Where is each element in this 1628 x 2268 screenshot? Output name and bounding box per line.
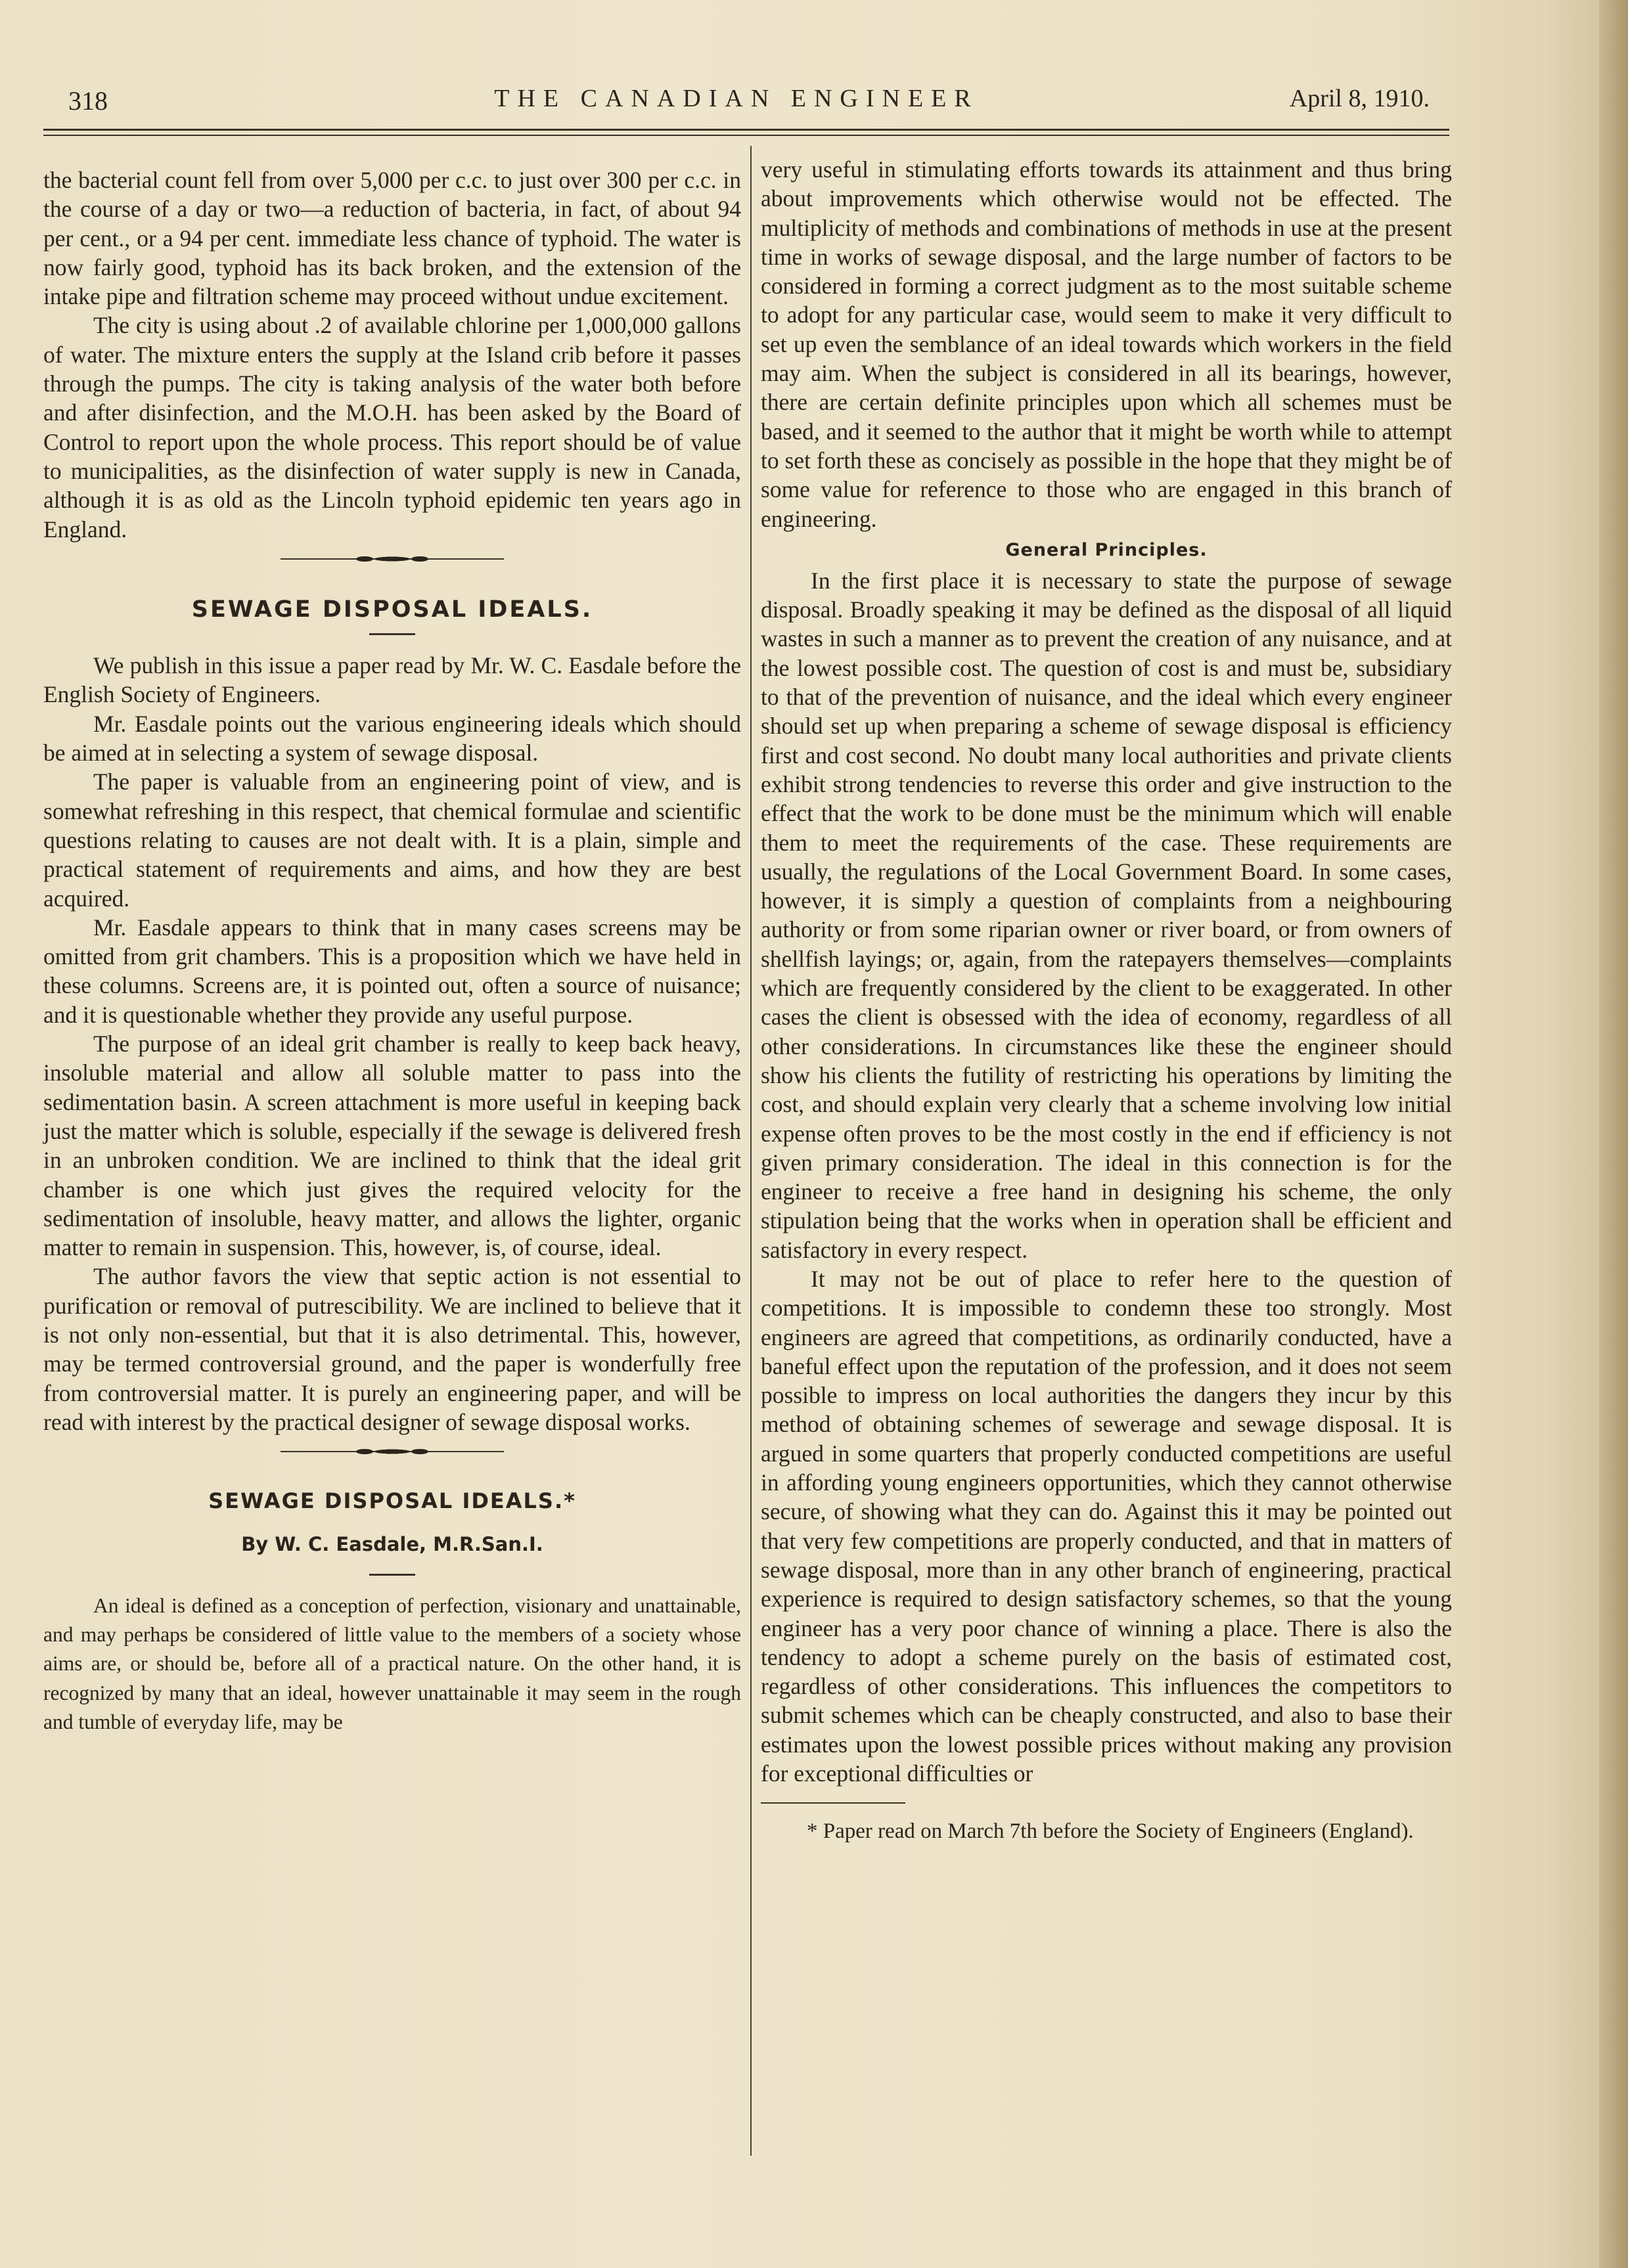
article-heading: SEWAGE DISPOSAL IDEALS.* <box>208 1488 576 1514</box>
body-paragraph: In the first place it is necessary to state the purpose of sewage disposal. Broadly speaking it may be defined as the disposal of all liquid wastes in such a manner as to prevent the creation of any nuisance, and at the lowest possible cost. The question of cost is and must be, subsidiary to that of the prevention of nuisance, and the ideal which every engineer should set up when preparing a scheme of sewage disposal is efficiency first and cost second. No doubt many local authorities and private clients exhibit strong tendencies to reverse this order and give instruction to the effect that the work to be done must be the minimum which will enable them to meet the requirements of the case. These requirements are usually, the regulations of the Local Government Board. In some cases, however, it is simply a question of complaints from a neighbouring authority or from some riparian owner or river board, or from owners of shellfish layings; or, again, from the ratepayers themselves—complaints which are frequently considered by the client to be exaggerated. In other cases the client is obsessed with the idea of economy, regardless of all other considerations. In circumstances like these the engineer should show his clients the futility of restricting his operations by limiting the cost, and should explain very clearly that a scheme involving low initial expense often proves to be the most costly in the end if efficiency is not given primary consideration. The ideal in this connection is for the engineer to receive a free hand in designing his scheme, the only stipulation being that the works when in operation shall be efficient and satisfactory in every respect. <box>761 567 1452 1263</box>
editorial-paragraph: Mr. Easdale appears to think that in many cases screens may be omitted from grit chambers. This is a proposition which we have held in these columns. Screens are, it is pointed out, often a source of nuisance; and it is questionable whether they provide any useful purpose. <box>43 914 741 1028</box>
editorial-paragraph: Mr. Easdale points out the various engineering ideals which should be aimed at in selecting a system of sewage disposal. <box>43 710 741 767</box>
section-ornament <box>281 1446 504 1457</box>
article-intro: An ideal is defined as a conception of perfection, visionary and unattainable, and may perhaps be considered of little value to the members of a society whose aims are, or should be, before all of a practical nature. On the other hand, it is recognized by many that an ideal, however unattainable it may seem in the rough and tumble of everyday life, may be <box>43 1593 741 1733</box>
body-paragraph: The city is using about .2 of available chlorine per 1,000,000 gallons of water. The mixture enters the supply at the Island crib before it passes through the pumps. The city is taking analysis of the water both before and after disinfection, and the M.O.H. has been asked by the Board of Control to report upon the whole process. This report should be of value to municipalities, as the disinfection of water supply is new in Canada, although it is as old as the Lincoln typhoid epidemic ten years ago in England. <box>43 312 741 543</box>
body-paragraph: the bacterial count fell from over 5,000 per c.c. to just over 300 per c.c. in the course of a day or two—a reduction of bacteria, in fact, of about 94 per cent., or a 94 per cent. immediate less chance of typhoid. The water is now fairly good, typhoid has its back broken, and the extension of the intake pipe and filtration scheme may proceed without undue excitement. <box>43 167 741 310</box>
header-rule <box>43 129 1449 131</box>
right-column <box>761 155 1452 1846</box>
subheading-general-principles: General Principles. <box>1005 539 1208 560</box>
footnote: * Paper read on March 7th before the Society of Engineers (England). <box>807 1819 1414 1844</box>
byline-rule <box>369 1574 415 1576</box>
page-number: 318 <box>68 86 108 116</box>
section-ornament <box>281 553 504 565</box>
editorial-paragraph: We publish in this issue a paper read by Mr. W. C. Easdale before the English Society of Engineers. <box>43 652 741 708</box>
body-paragraph: very useful in stimulating efforts towards its attainment and thus bring about improvements which otherwise would not be effected. The multiplicity of methods and combinations of methods in use at the present time in works of sewage disposal, and the large number of factors to be considered in forming a correct judgment as to the most suitable scheme to adopt for any particular case, would seem to make it very difficult to set up even the semblance of an ideal towards which workers in the field may aim. When the subject is considered in all its bearings, however, there are certain definite principles upon which all schemes must be based, and it seemed to the author that it might be worth while to attempt to set forth these as concisely as possible in the hope that they might be of some value for reference to those who are engaged in this branch of engineering. <box>761 156 1452 532</box>
editorial-paragraph: The paper is valuable from an engineering point of view, and is somewhat refreshing in this respect, that chemical formulae and scientific questions relating to causes are not dealt with. It is a plain, simple and practical statement of requirements and aims, and how they are best acquired. <box>43 768 741 912</box>
issue-date: April 8, 1910. <box>1289 85 1430 112</box>
heading-rule <box>369 633 415 635</box>
page-edge-shadow <box>1599 0 1628 2268</box>
footnote-rule <box>761 1802 905 1804</box>
journal-title: THE CANADIAN ENGINEER <box>494 85 979 112</box>
page-header <box>43 80 1430 126</box>
editorial-heading: SEWAGE DISPOSAL IDEALS. <box>191 596 593 623</box>
header-rule-double <box>43 135 1449 136</box>
left-column <box>43 166 741 1737</box>
article-byline: By W. C. Easdale, M.R.San.I. <box>241 1533 543 1556</box>
editorial-paragraph: The purpose of an ideal grit chamber is really to keep back heavy, insoluble material and allow all soluble matter to pass into the sedimentation basin. A screen attachment is more useful in keeping back just the matter which is soluble, especially if the sewage is delivered fresh in an unbroken condition. We are inclined to think that the ideal grit chamber is one which just gives the required velocity for the sedimentation of insoluble, heavy matter, and allows the lighter, organic matter to remain in suspension. This, however, is, of course, ideal. <box>43 1031 741 1261</box>
editorial-paragraph: The author favors the view that septic action is not essential to purification or removal of putrescibility. We are inclined to believe that it is not only non-essential, but that it is also detrimental. This, however, may be termed controversial ground, and the paper is wonderfully free from controversial matter. It is purely an engineering paper, and will be read with interest by the practical designer of sewage disposal works. <box>43 1263 741 1435</box>
body-paragraph: It may not be out of place to refer here to the question of competitions. It is impossible to condemn these too strongly. Most engineers are agreed that competitions, as ordinarily conducted, have a baneful effect upon the reputation of the profession, and it does not seem possible to impress on local authorities the dangers they incur by this method of obtaining schemes of sewerage and sewage disposal. It is argued in some quarters that properly conducted competitions are useful in affording young engineers opportunities, which they cannot otherwise secure, of showing what they can do. Against this it may be pointed out that very few competitions are properly conducted, and that in matters of sewage disposal, more than in any other branch of engineering, practical experience is required to design satisfactory schemes, so that the young engineer has a very poor chance of winning a place. There is also the tendency to adopt a scheme purely on the basis of estimated cost, regardless of other considerations. This influences the competitors to submit schemes which can be cheaply constructed, and also to base their estimates upon the lowest possible prices without making any provision for exceptional difficulties or <box>761 1265 1452 1787</box>
column-divider <box>750 146 752 2156</box>
